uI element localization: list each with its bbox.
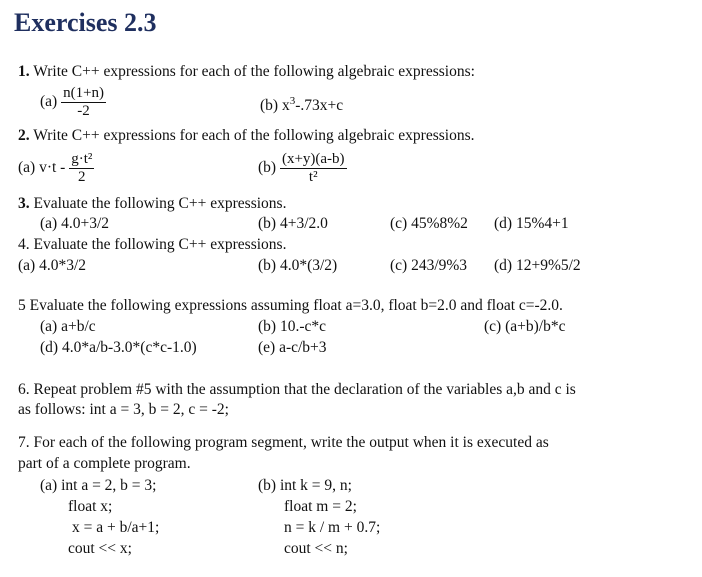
- q2-a-fraction: [69, 152, 94, 185]
- q4-part-a: (a) 4.0*3/2: [18, 257, 87, 274]
- q1-a-denominator: -2: [77, 103, 90, 119]
- q4-part-b: (b) 4.0*(3/2): [258, 257, 338, 274]
- q2-b-denominator: t²: [308, 169, 318, 185]
- q5-part-a: (a) a+b/c: [40, 318, 96, 335]
- question-2-part-a: [18, 152, 94, 185]
- question-1-part-a: [40, 86, 106, 119]
- q7-b-line-2: float m = 2;: [284, 498, 357, 515]
- q1-b-rest: -.73x+c: [295, 97, 344, 115]
- q3-part-a: (a) 4.0+3/2: [40, 215, 110, 232]
- question-5-prompt: 5 Evaluate the following expressions assuming float a=3.0, float b=2.0 and float c=-2.0.: [18, 297, 563, 314]
- question-2-part-b: [258, 152, 347, 185]
- question-2-text: Write C++ expressions for each of the following algebraic expressions.: [33, 127, 475, 144]
- question-1-number: 1.: [18, 63, 30, 80]
- q5-part-b: (b) 10.-c*c: [258, 318, 326, 335]
- q2-a-numerator: g·t²: [71, 151, 93, 167]
- q4-part-c: (c) 243/9%3: [390, 257, 468, 274]
- q2-b-label: (b): [258, 159, 277, 177]
- page-title: Exercises 2.3: [14, 8, 157, 37]
- q5-part-d: (d) 4.0*a/b-3.0*(c*c-1.0): [40, 339, 197, 356]
- question-1-prompt: [18, 64, 475, 80]
- q7-b-line-3: n = k / m + 0.7;: [284, 519, 381, 536]
- q3-part-b: (b) 4+3/2.0: [258, 215, 328, 232]
- q1-b-label: (b) x: [260, 97, 290, 115]
- q1-a-fraction: [61, 86, 106, 119]
- question-2-number: 2.: [18, 127, 30, 144]
- question-3-prompt: [18, 196, 286, 212]
- question-1-text: Write C++ expressions for each of the following algebraic expressions:: [33, 63, 475, 80]
- question-3-number: 3.: [18, 195, 30, 212]
- question-3-text: Evaluate the following C++ expressions.: [33, 195, 287, 212]
- q7-a-line-1: (a) int a = 2, b = 3;: [40, 477, 157, 494]
- q1-b-exponent: 3: [289, 95, 296, 107]
- question-1-part-b: [260, 96, 343, 114]
- q2-a-label: (a) v·t -: [18, 159, 66, 177]
- q7-b-line-1: (b) int k = 9, n;: [258, 477, 352, 494]
- q5-part-e: (e) a-c/b+3: [258, 339, 327, 356]
- question-7-line-1: 7. For each of the following program segment, write the output when it is executed as: [18, 434, 549, 451]
- question-2-prompt: [18, 128, 475, 144]
- q2-a-denominator: 2: [78, 169, 86, 185]
- q5-part-c: (c) (a+b)/b*c: [484, 318, 566, 335]
- question-4-prompt: 4. Evaluate the following C++ expressions.: [18, 236, 287, 253]
- q7-a-line-2: float x;: [68, 498, 113, 515]
- q2-b-fraction: [280, 152, 347, 185]
- q3-part-c: (c) 45%8%2: [390, 215, 468, 232]
- q7-a-line-3: x = a + b/a+1;: [72, 519, 160, 536]
- q1-a-label: (a): [40, 93, 58, 111]
- question-6-line-2: as follows: int a = 3, b = 2, c = -2;: [18, 401, 229, 418]
- q7-a-line-4: cout << x;: [68, 540, 132, 557]
- q3-part-d: (d) 15%4+1: [494, 215, 569, 232]
- question-6-line-1: 6. Repeat problem #5 with the assumption that the declaration of the variables a,b and c is: [18, 381, 576, 398]
- q2-b-numerator: (x+y)(a-b): [281, 151, 345, 167]
- question-7-line-2: part of a complete program.: [18, 455, 191, 472]
- q4-part-d: (d) 12+9%5/2: [494, 257, 581, 274]
- q1-a-numerator: n(1+n): [63, 85, 105, 101]
- q7-b-line-4: cout << n;: [284, 540, 348, 557]
